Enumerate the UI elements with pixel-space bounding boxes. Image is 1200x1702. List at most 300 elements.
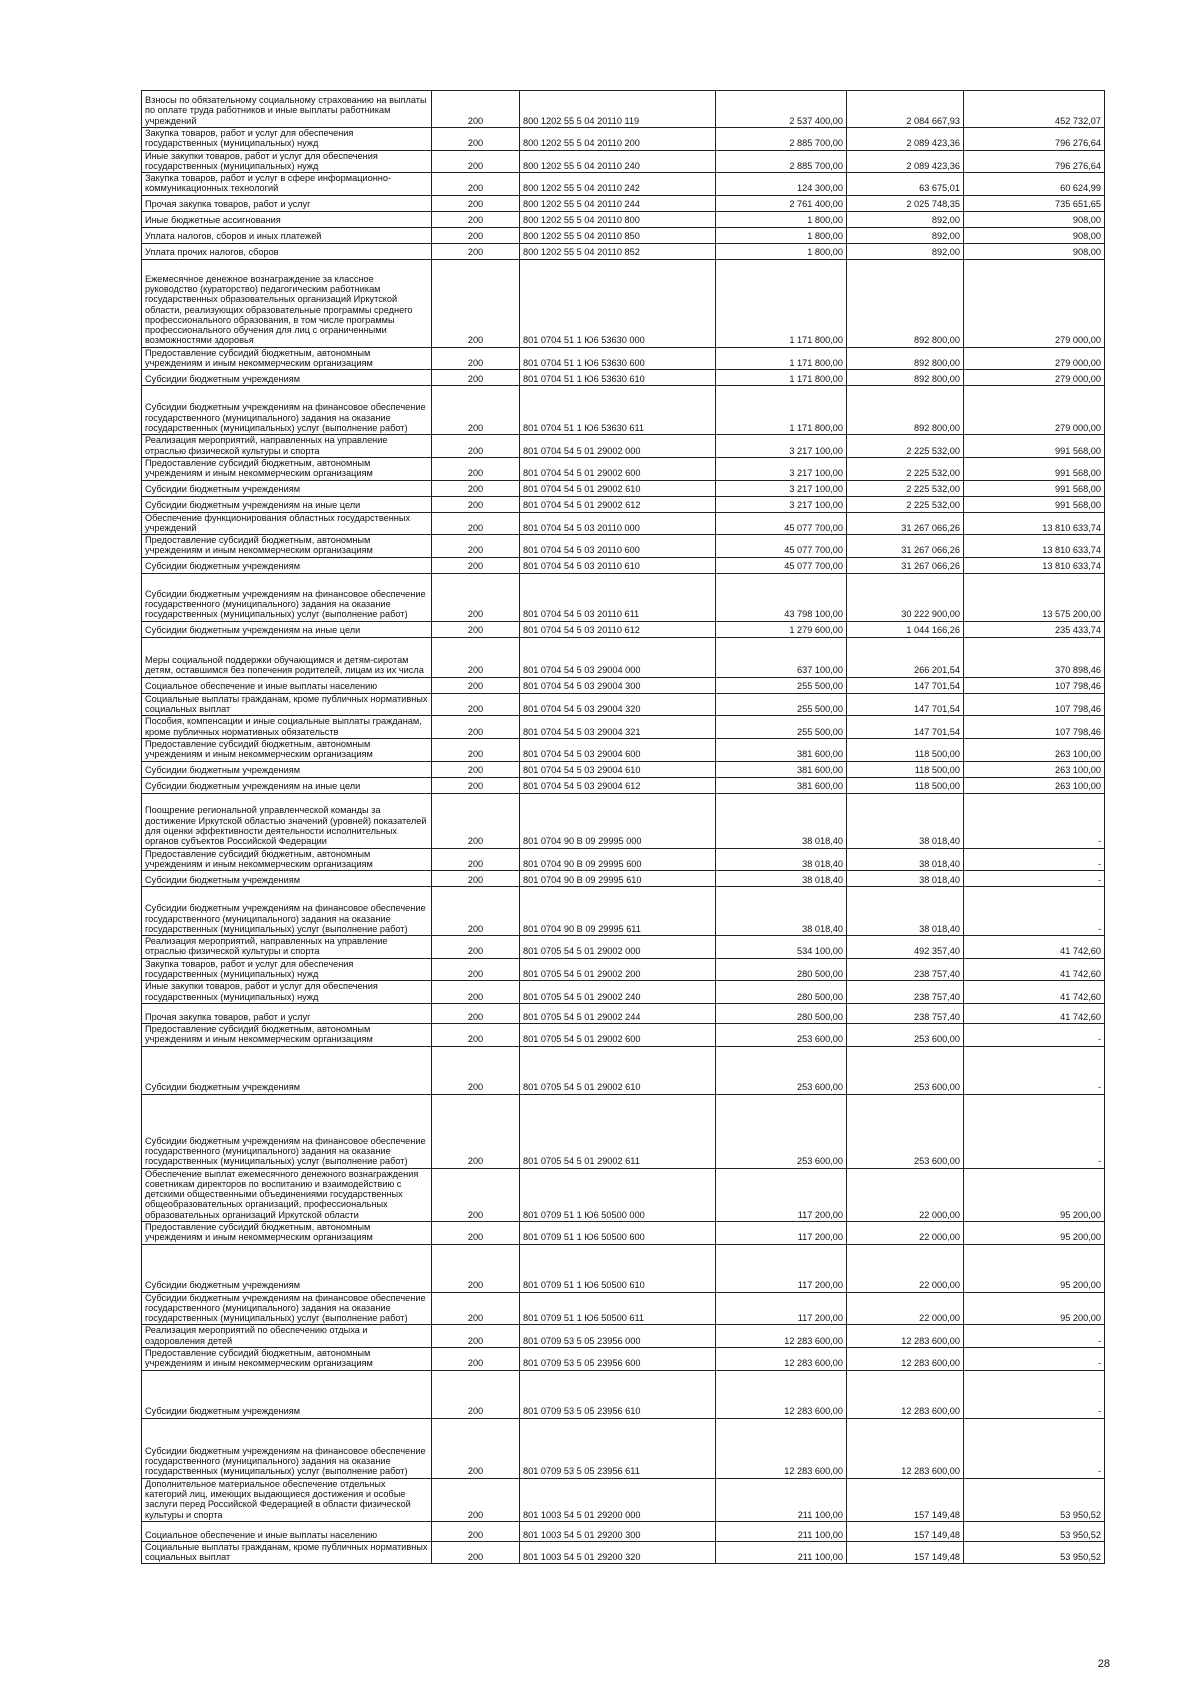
row-fact-amount: 238 757,40	[847, 958, 964, 981]
row-fact-amount: 31 267 066,26	[847, 557, 964, 573]
row-fact-amount: 118 500,00	[847, 777, 964, 793]
row-fact-amount: 38 018,40	[847, 871, 964, 887]
row-code: 200	[432, 738, 520, 761]
row-code: 200	[432, 981, 520, 1004]
row-fact-amount: 892 800,00	[847, 347, 964, 370]
row-rest-amount: 41 742,60	[964, 936, 1105, 959]
row-fact-amount: 266 201,54	[847, 637, 964, 677]
row-kbk: 800 1202 55 5 04 20110 800	[520, 211, 716, 227]
row-code: 200	[432, 693, 520, 716]
row-fact-amount: 2 225 532,00	[847, 496, 964, 512]
row-name: Субсидии бюджетным учреждениям на финансовое обеспечение государственного (муниципального) задания на оказание государственных (муниципальных) услуг (выполнение работ)	[142, 1418, 432, 1478]
row-plan-amount: 637 100,00	[716, 637, 847, 677]
row-rest-amount: 908,00	[964, 243, 1105, 259]
row-fact-amount: 2 025 748,35	[847, 195, 964, 211]
row-name: Субсидии бюджетным учреждениям	[142, 761, 432, 777]
row-name: Предоставление субсидий бюджетным, автономным учреждениям и иным некоммерческим организациям	[142, 1221, 432, 1244]
row-fact-amount: 492 357,40	[847, 936, 964, 959]
row-name: Закупка товаров, работ и услуг для обеспечения государственных (муниципальных) нужд	[142, 128, 432, 151]
row-rest-amount: 452 732,07	[964, 91, 1105, 128]
row-rest-amount: -	[964, 1023, 1105, 1046]
table-body	[142, 91, 1105, 1564]
table-row	[142, 761, 1105, 777]
row-kbk: 801 0705 54 5 01 29002 611	[520, 1094, 716, 1168]
row-code: 200	[432, 347, 520, 370]
row-fact-amount: 253 600,00	[847, 1023, 964, 1046]
table-row	[142, 793, 1105, 848]
row-fact-amount: 2 225 532,00	[847, 435, 964, 458]
row-rest-amount: 991 568,00	[964, 435, 1105, 458]
row-plan-amount: 253 600,00	[716, 1094, 847, 1168]
row-fact-amount: 892 800,00	[847, 370, 964, 386]
row-fact-amount: 892 800,00	[847, 386, 964, 435]
row-plan-amount: 38 018,40	[716, 793, 847, 848]
table-row	[142, 887, 1105, 936]
row-plan-amount: 2 761 400,00	[716, 195, 847, 211]
row-rest-amount: 95 200,00	[964, 1168, 1105, 1221]
row-name: Субсидии бюджетным учреждениям на финансовое обеспечение государственного (муниципального) задания на оказание государственных (муниципальных) услуг (выполнение работ)	[142, 1094, 432, 1168]
row-plan-amount: 253 600,00	[716, 1046, 847, 1094]
row-fact-amount: 147 701,54	[847, 716, 964, 739]
row-rest-amount: 53 950,52	[964, 1541, 1105, 1564]
table-row	[142, 1168, 1105, 1221]
row-fact-amount: 147 701,54	[847, 677, 964, 693]
row-fact-amount: 238 757,40	[847, 1003, 964, 1023]
row-kbk: 801 1003 54 5 01 29200 320	[520, 1541, 716, 1564]
row-rest-amount: 13 810 633,74	[964, 557, 1105, 573]
table-row	[142, 91, 1105, 128]
row-name: Субсидии бюджетным учреждениям на финансовое обеспечение государственного (муниципального) задания на оказание государственных (муниципальных) услуг (выполнение работ)	[142, 386, 432, 435]
row-plan-amount: 1 171 800,00	[716, 347, 847, 370]
row-name: Субсидии бюджетным учреждениям на иные цели	[142, 777, 432, 793]
row-plan-amount: 12 283 600,00	[716, 1370, 847, 1418]
row-code: 200	[432, 535, 520, 558]
table-row	[142, 1023, 1105, 1046]
row-code: 200	[432, 1221, 520, 1244]
row-code: 200	[432, 958, 520, 981]
row-rest-amount: 60 624,99	[964, 173, 1105, 196]
row-kbk: 801 0705 54 5 01 29002 000	[520, 936, 716, 959]
row-rest-amount: 991 568,00	[964, 457, 1105, 480]
row-kbk: 800 1202 55 5 04 20110 119	[520, 91, 716, 128]
row-rest-amount: 95 200,00	[964, 1244, 1105, 1292]
row-code: 200	[432, 243, 520, 259]
row-plan-amount: 534 100,00	[716, 936, 847, 959]
row-code: 200	[432, 573, 520, 621]
row-plan-amount: 12 283 600,00	[716, 1348, 847, 1371]
row-code: 200	[432, 386, 520, 435]
row-plan-amount: 43 798 100,00	[716, 573, 847, 621]
table-row	[142, 128, 1105, 151]
row-name: Субсидии бюджетным учреждениям на иные цели	[142, 496, 432, 512]
row-name: Обеспечение выплат ежемесячного денежного вознаграждения советникам директоров по воспитанию и взаимодействию с детскими общественными объединениями государственных общеобразовательных организаций, профессиональных образовательных организаций Иркутской области	[142, 1168, 432, 1221]
row-rest-amount: -	[964, 1348, 1105, 1371]
row-fact-amount: 2 225 532,00	[847, 457, 964, 480]
row-name: Ежемесячное денежное вознаграждение за классное руководство (кураторство) педагогическим работникам государственных образовательных организаций Иркутской области, реализующих образовательные программы среднего профессионального образования, в том числе программы профессионального обучения для лиц с ограниченными возможностями здоровья	[142, 259, 432, 347]
row-code: 200	[432, 637, 520, 677]
row-kbk: 801 0704 54 5 01 29002 610	[520, 480, 716, 496]
row-rest-amount: -	[964, 871, 1105, 887]
row-name: Субсидии бюджетным учреждениям	[142, 1046, 432, 1094]
table-row	[142, 386, 1105, 435]
row-kbk: 801 0704 54 5 03 29004 321	[520, 716, 716, 739]
row-rest-amount: 263 100,00	[964, 777, 1105, 793]
row-fact-amount: 38 018,40	[847, 848, 964, 871]
row-kbk: 801 0709 51 1 Ю6 50500 000	[520, 1168, 716, 1221]
row-rest-amount: 279 000,00	[964, 370, 1105, 386]
table-row	[142, 1348, 1105, 1371]
row-name: Предоставление субсидий бюджетным, автономным учреждениям и иным некоммерческим организациям	[142, 738, 432, 761]
row-plan-amount: 124 300,00	[716, 173, 847, 196]
row-rest-amount: 370 898,46	[964, 637, 1105, 677]
table-row	[142, 1292, 1105, 1325]
row-code: 200	[432, 1094, 520, 1168]
row-kbk: 801 0704 54 5 03 20110 611	[520, 573, 716, 621]
table-row	[142, 1370, 1105, 1418]
row-plan-amount: 211 100,00	[716, 1521, 847, 1541]
row-plan-amount: 381 600,00	[716, 761, 847, 777]
table-row	[142, 557, 1105, 573]
row-rest-amount: 908,00	[964, 227, 1105, 243]
row-fact-amount: 157 149,48	[847, 1478, 964, 1521]
table-row	[142, 777, 1105, 793]
row-code: 200	[432, 496, 520, 512]
row-fact-amount: 157 149,48	[847, 1541, 964, 1564]
row-name: Поощрение региональной управленческой команды за достижение Иркутской областью значений (уровней) показателей для оценки эффективности деятельности исполнительных органов субъектов Российской Федерации	[142, 793, 432, 848]
row-code: 200	[432, 1292, 520, 1325]
row-code: 200	[432, 370, 520, 386]
row-fact-amount: 1 044 166,26	[847, 621, 964, 637]
row-rest-amount: -	[964, 1325, 1105, 1348]
table-row	[142, 621, 1105, 637]
row-name: Субсидии бюджетным учреждениям	[142, 1370, 432, 1418]
table-row	[142, 1221, 1105, 1244]
row-kbk: 801 0704 90 В 09 29995 611	[520, 887, 716, 936]
row-code: 200	[432, 848, 520, 871]
row-kbk: 801 0709 51 1 Ю6 50500 600	[520, 1221, 716, 1244]
row-kbk: 800 1202 55 5 04 20110 850	[520, 227, 716, 243]
row-kbk: 801 0704 54 5 01 29002 000	[520, 435, 716, 458]
row-code: 200	[432, 195, 520, 211]
row-code: 200	[432, 1521, 520, 1541]
row-fact-amount: 2 089 423,36	[847, 128, 964, 151]
row-plan-amount: 211 100,00	[716, 1541, 847, 1564]
row-plan-amount: 117 200,00	[716, 1221, 847, 1244]
row-fact-amount: 12 283 600,00	[847, 1325, 964, 1348]
row-rest-amount: 13 810 633,74	[964, 535, 1105, 558]
row-name: Субсидии бюджетным учреждениям на финансовое обеспечение государственного (муниципального) задания на оказание государственных (муниципальных) услуг (выполнение работ)	[142, 573, 432, 621]
table-row	[142, 693, 1105, 716]
row-rest-amount: -	[964, 848, 1105, 871]
row-plan-amount: 1 800,00	[716, 211, 847, 227]
row-code: 200	[432, 1168, 520, 1221]
table-row	[142, 535, 1105, 558]
row-name: Прочая закупка товаров, работ и услуг	[142, 195, 432, 211]
row-code: 200	[432, 557, 520, 573]
row-rest-amount: -	[964, 1370, 1105, 1418]
row-kbk: 801 0704 54 5 03 20110 610	[520, 557, 716, 573]
row-code: 200	[432, 512, 520, 535]
row-kbk: 801 0705 54 5 01 29002 240	[520, 981, 716, 1004]
page-number: 28	[1097, 1658, 1110, 1670]
row-code: 200	[432, 621, 520, 637]
table-row	[142, 637, 1105, 677]
table-row	[142, 1094, 1105, 1168]
row-code: 200	[432, 1325, 520, 1348]
row-rest-amount: 908,00	[964, 211, 1105, 227]
row-plan-amount: 280 500,00	[716, 1003, 847, 1023]
row-rest-amount: -	[964, 793, 1105, 848]
row-plan-amount: 3 217 100,00	[716, 496, 847, 512]
row-code: 200	[432, 128, 520, 151]
row-name: Предоставление субсидий бюджетным, автономным учреждениям и иным некоммерческим организациям	[142, 457, 432, 480]
table-row	[142, 150, 1105, 173]
row-code: 200	[432, 1023, 520, 1046]
row-kbk: 801 0704 54 5 03 29004 610	[520, 761, 716, 777]
row-rest-amount: -	[964, 1418, 1105, 1478]
row-rest-amount: 95 200,00	[964, 1221, 1105, 1244]
row-code: 200	[432, 150, 520, 173]
row-fact-amount: 892 800,00	[847, 259, 964, 347]
row-name: Социальные выплаты гражданам, кроме публичных нормативных социальных выплат	[142, 693, 432, 716]
row-name: Предоставление субсидий бюджетным, автономным учреждениям и иным некоммерческим организациям	[142, 1023, 432, 1046]
row-code: 200	[432, 91, 520, 128]
row-code: 200	[432, 1046, 520, 1094]
row-name: Предоставление субсидий бюджетным, автономным учреждениям и иным некоммерческим организациям	[142, 848, 432, 871]
row-kbk: 800 1202 55 5 04 20110 242	[520, 173, 716, 196]
table-row	[142, 1418, 1105, 1478]
row-rest-amount: 263 100,00	[964, 738, 1105, 761]
row-plan-amount: 45 077 700,00	[716, 557, 847, 573]
row-rest-amount: 53 950,52	[964, 1521, 1105, 1541]
table-row	[142, 243, 1105, 259]
table-row	[142, 1541, 1105, 1564]
row-plan-amount: 117 200,00	[716, 1168, 847, 1221]
row-fact-amount: 38 018,40	[847, 793, 964, 848]
row-kbk: 801 0709 51 1 Ю6 50500 611	[520, 1292, 716, 1325]
row-name: Социальное обеспечение и иные выплаты населению	[142, 1521, 432, 1541]
row-rest-amount: 107 798,46	[964, 677, 1105, 693]
table-row	[142, 1478, 1105, 1521]
row-code: 200	[432, 716, 520, 739]
row-fact-amount: 147 701,54	[847, 693, 964, 716]
row-code: 200	[432, 1418, 520, 1478]
row-name: Иные бюджетные ассигнования	[142, 211, 432, 227]
row-rest-amount: 53 950,52	[964, 1478, 1105, 1521]
row-plan-amount: 12 283 600,00	[716, 1418, 847, 1478]
row-rest-amount: 95 200,00	[964, 1292, 1105, 1325]
row-name: Субсидии бюджетным учреждениям	[142, 871, 432, 887]
row-fact-amount: 31 267 066,26	[847, 535, 964, 558]
row-code: 200	[432, 677, 520, 693]
row-name: Реализация мероприятий по обеспечению отдыха и оздоровления детей	[142, 1325, 432, 1348]
row-kbk: 801 0705 54 5 01 29002 200	[520, 958, 716, 981]
row-code: 200	[432, 871, 520, 887]
row-kbk: 801 1003 54 5 01 29200 000	[520, 1478, 716, 1521]
row-fact-amount: 118 500,00	[847, 738, 964, 761]
budget-execution-table	[141, 90, 1105, 1564]
row-name: Меры социальной поддержки обучающимся и детям-сиротам детям, оставшимся без попечения родителей, лицам из их числа	[142, 637, 432, 677]
table-row	[142, 457, 1105, 480]
row-name: Предоставление субсидий бюджетным, автономным учреждениям и иным некоммерческим организациям	[142, 347, 432, 370]
row-name: Социальное обеспечение и иные выплаты населению	[142, 677, 432, 693]
table-row	[142, 716, 1105, 739]
row-kbk: 801 0705 54 5 01 29002 610	[520, 1046, 716, 1094]
row-plan-amount: 1 279 600,00	[716, 621, 847, 637]
row-kbk: 801 0709 53 5 05 23956 600	[520, 1348, 716, 1371]
row-rest-amount: 796 276,64	[964, 150, 1105, 173]
row-plan-amount: 2 885 700,00	[716, 128, 847, 151]
row-plan-amount: 45 077 700,00	[716, 512, 847, 535]
row-fact-amount: 12 283 600,00	[847, 1370, 964, 1418]
row-fact-amount: 31 267 066,26	[847, 512, 964, 535]
row-fact-amount: 238 757,40	[847, 981, 964, 1004]
row-code: 200	[432, 211, 520, 227]
row-kbk: 801 0704 54 5 03 29004 000	[520, 637, 716, 677]
row-kbk: 801 0704 54 5 01 29002 600	[520, 457, 716, 480]
row-fact-amount: 118 500,00	[847, 761, 964, 777]
row-fact-amount: 892,00	[847, 211, 964, 227]
row-rest-amount: 279 000,00	[964, 259, 1105, 347]
row-code: 200	[432, 457, 520, 480]
row-plan-amount: 255 500,00	[716, 716, 847, 739]
table-row	[142, 1325, 1105, 1348]
row-fact-amount: 12 283 600,00	[847, 1418, 964, 1478]
row-kbk: 800 1202 55 5 04 20110 240	[520, 150, 716, 173]
row-name: Уплата прочих налогов, сборов	[142, 243, 432, 259]
row-rest-amount: 41 742,60	[964, 958, 1105, 981]
row-kbk: 801 0704 51 1 Ю6 53630 600	[520, 347, 716, 370]
row-kbk: 801 0704 54 5 03 20110 600	[520, 535, 716, 558]
row-name: Пособия, компенсации и иные социальные выплаты гражданам, кроме публичных нормативных обязательств	[142, 716, 432, 739]
row-name: Субсидии бюджетным учреждениям	[142, 370, 432, 386]
row-plan-amount: 12 283 600,00	[716, 1325, 847, 1348]
row-plan-amount: 117 200,00	[716, 1244, 847, 1292]
row-kbk: 801 0704 90 В 09 29995 610	[520, 871, 716, 887]
row-name: Социальные выплаты гражданам, кроме публичных нормативных социальных выплат	[142, 1541, 432, 1564]
table-row	[142, 195, 1105, 211]
table-row	[142, 573, 1105, 621]
row-plan-amount: 3 217 100,00	[716, 457, 847, 480]
row-plan-amount: 3 217 100,00	[716, 435, 847, 458]
table-row	[142, 1046, 1105, 1094]
row-code: 200	[432, 227, 520, 243]
row-rest-amount: -	[964, 887, 1105, 936]
row-plan-amount: 38 018,40	[716, 887, 847, 936]
row-kbk: 800 1202 55 5 04 20110 244	[520, 195, 716, 211]
row-name: Субсидии бюджетным учреждениям	[142, 557, 432, 573]
table-row	[142, 848, 1105, 871]
row-rest-amount: 41 742,60	[964, 981, 1105, 1004]
row-code: 200	[432, 435, 520, 458]
row-name: Субсидии бюджетным учреждениям на финансовое обеспечение государственного (муниципального) задания на оказание государственных (муниципальных) услуг (выполнение работ)	[142, 887, 432, 936]
row-plan-amount: 1 171 800,00	[716, 386, 847, 435]
row-plan-amount: 280 500,00	[716, 981, 847, 1004]
row-rest-amount: 735 651,65	[964, 195, 1105, 211]
table-row	[142, 512, 1105, 535]
row-name: Уплата налогов, сборов и иных платежей	[142, 227, 432, 243]
row-kbk: 801 0709 53 5 05 23956 611	[520, 1418, 716, 1478]
row-kbk: 801 0704 90 В 09 29995 000	[520, 793, 716, 848]
row-rest-amount: 13 810 633,74	[964, 512, 1105, 535]
row-kbk: 801 0704 54 5 03 29004 612	[520, 777, 716, 793]
table-row	[142, 1244, 1105, 1292]
row-fact-amount: 253 600,00	[847, 1046, 964, 1094]
row-kbk: 801 0705 54 5 01 29002 600	[520, 1023, 716, 1046]
row-plan-amount: 255 500,00	[716, 693, 847, 716]
row-rest-amount: 13 575 200,00	[964, 573, 1105, 621]
row-name: Субсидии бюджетным учреждениям на финансовое обеспечение государственного (муниципального) задания на оказание государственных (муниципальных) услуг (выполнение работ)	[142, 1292, 432, 1325]
row-kbk: 801 0704 51 1 Ю6 53630 000	[520, 259, 716, 347]
row-kbk: 801 0705 54 5 01 29002 244	[520, 1003, 716, 1023]
row-fact-amount: 12 283 600,00	[847, 1348, 964, 1371]
row-fact-amount: 22 000,00	[847, 1292, 964, 1325]
row-code: 200	[432, 1244, 520, 1292]
table-row	[142, 738, 1105, 761]
row-code: 200	[432, 259, 520, 347]
row-kbk: 801 0704 51 1 Ю6 53630 610	[520, 370, 716, 386]
row-rest-amount: 279 000,00	[964, 347, 1105, 370]
row-kbk: 801 0704 54 5 03 29004 300	[520, 677, 716, 693]
row-kbk: 801 0704 54 5 01 29002 612	[520, 496, 716, 512]
row-name: Иные закупки товаров, работ и услуг для обеспечения государственных (муниципальных) нужд	[142, 150, 432, 173]
table-row	[142, 227, 1105, 243]
table-row	[142, 496, 1105, 512]
row-name: Закупка товаров, работ и услуг для обеспечения государственных (муниципальных) нужд	[142, 958, 432, 981]
row-fact-amount: 892,00	[847, 227, 964, 243]
row-fact-amount: 2 225 532,00	[847, 480, 964, 496]
row-plan-amount: 280 500,00	[716, 958, 847, 981]
table-row	[142, 173, 1105, 196]
table-row	[142, 958, 1105, 981]
row-rest-amount: 107 798,46	[964, 716, 1105, 739]
row-code: 200	[432, 1348, 520, 1371]
table-row	[142, 480, 1105, 496]
row-kbk: 801 0709 51 1 Ю6 50500 610	[520, 1244, 716, 1292]
row-name: Закупка товаров, работ и услуг в сфере информационно-коммуникационных технологий	[142, 173, 432, 196]
row-fact-amount: 157 149,48	[847, 1521, 964, 1541]
row-kbk: 801 1003 54 5 01 29200 300	[520, 1521, 716, 1541]
row-fact-amount: 22 000,00	[847, 1244, 964, 1292]
row-rest-amount: 991 568,00	[964, 480, 1105, 496]
row-name: Субсидии бюджетным учреждениям на иные цели	[142, 621, 432, 637]
row-fact-amount: 253 600,00	[847, 1094, 964, 1168]
row-fact-amount: 38 018,40	[847, 887, 964, 936]
row-fact-amount: 22 000,00	[847, 1168, 964, 1221]
row-code: 200	[432, 1003, 520, 1023]
row-rest-amount: 279 000,00	[964, 386, 1105, 435]
row-code: 200	[432, 793, 520, 848]
row-code: 200	[432, 480, 520, 496]
row-code: 200	[432, 761, 520, 777]
row-plan-amount: 117 200,00	[716, 1292, 847, 1325]
row-name: Иные закупки товаров, работ и услуг для обеспечения государственных (муниципальных) нужд	[142, 981, 432, 1004]
table-row	[142, 1521, 1105, 1541]
row-code: 200	[432, 936, 520, 959]
row-plan-amount: 1 800,00	[716, 227, 847, 243]
row-name: Прочая закупка товаров, работ и услуг	[142, 1003, 432, 1023]
row-rest-amount: 235 433,74	[964, 621, 1105, 637]
row-plan-amount: 1 171 800,00	[716, 370, 847, 386]
row-plan-amount: 253 600,00	[716, 1023, 847, 1046]
row-plan-amount: 1 171 800,00	[716, 259, 847, 347]
row-plan-amount: 381 600,00	[716, 738, 847, 761]
row-fact-amount: 30 222 900,00	[847, 573, 964, 621]
row-plan-amount: 211 100,00	[716, 1478, 847, 1521]
row-name: Предоставление субсидий бюджетным, автономным учреждениям и иным некоммерческим организациям	[142, 535, 432, 558]
row-plan-amount: 381 600,00	[716, 777, 847, 793]
row-rest-amount: 107 798,46	[964, 693, 1105, 716]
